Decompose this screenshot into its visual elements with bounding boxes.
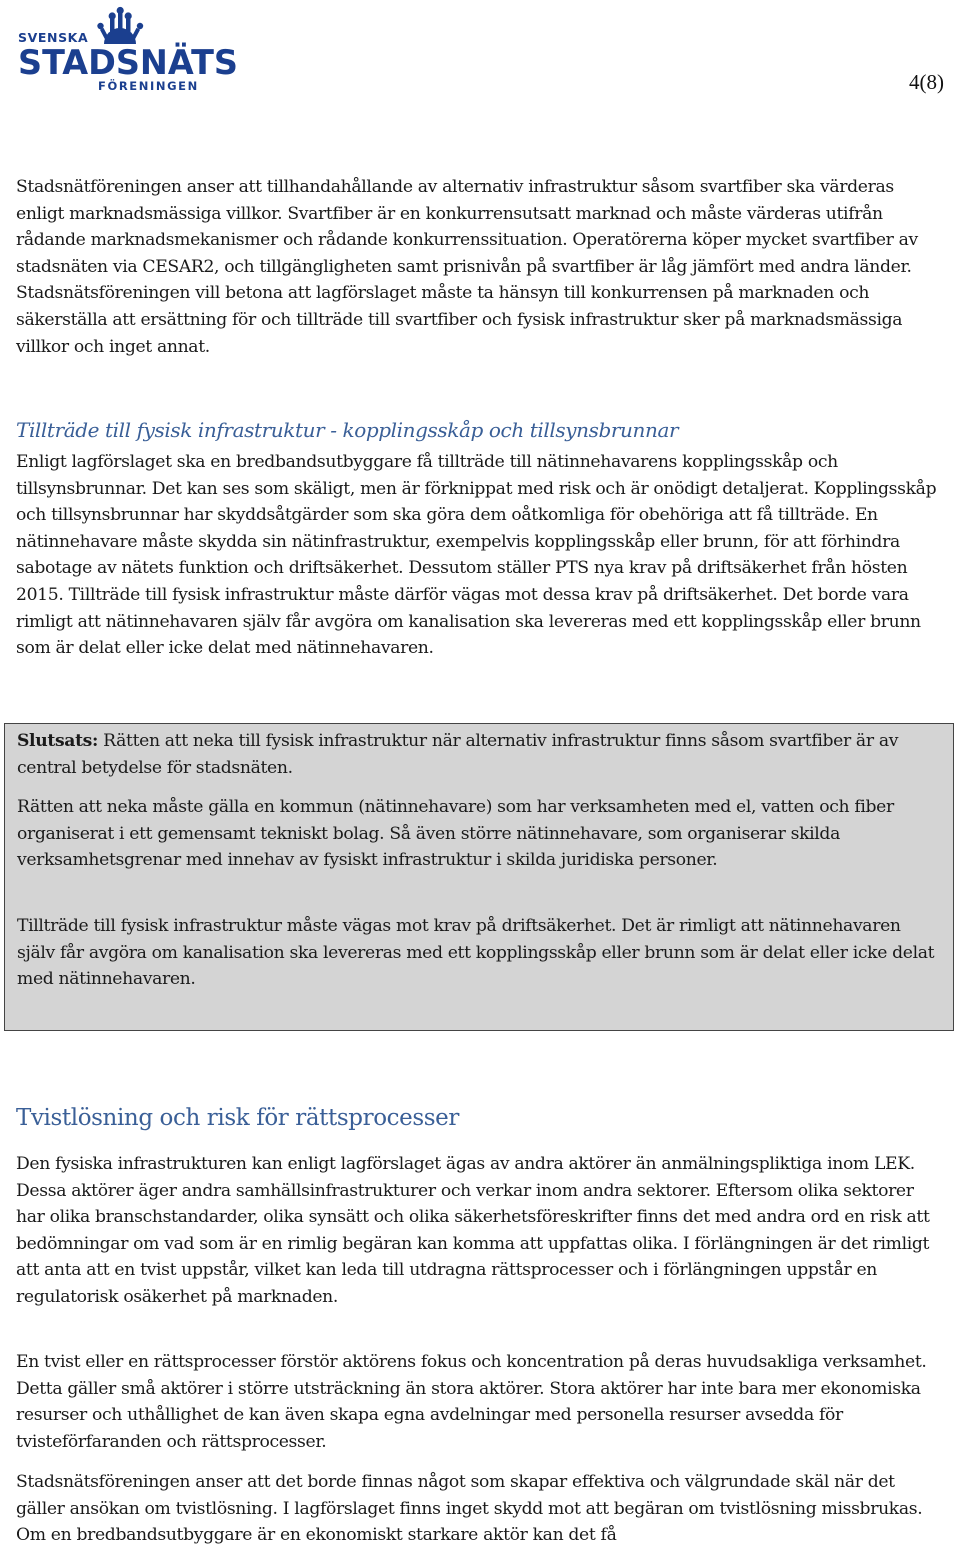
logo-text-main: STADSNÄTS xyxy=(18,43,240,83)
section-paragraph-1: Den fysiska infrastrukturen kan enligt lagförslaget ägas av andra aktörer än anmälningspliktiga inom LEK. Dessa aktörer äger andra samhällsinfrastrukturer och verkar inom andra sektorer. Eftersom olika sektorer har olika branschstandarder, olika synsätt och olika säkerhetsföreskrifter finns det med andra ord en risk att bedömningar om vad som är en rimlig begäran kan komma att uppfattas olika. I förlängningen är det rimligt att anta att en tvist uppstår, vilket kan leda till utdragna rättsprocesser och i förlängningen uppstår en regulatorisk osäkerhet på marknaden. xyxy=(16,1154,930,1307)
section-heading: Tvistlösning och risk för rättsprocesser xyxy=(16,1105,459,1131)
conclusion-box xyxy=(4,723,954,1031)
logo-text-bottom: FÖRENINGEN xyxy=(98,79,199,92)
conclusion-paragraph-2: Rätten att neka måste gälla en kommun (nätinnehavare) som har verksamheten med el, vatten och fiber organiserat i ett gemensamt tekniskt bolag. Så även större nätinnehavare, som organiserar skilda verksamhetsgrenar med innehav av fysiskt infrastruktur i skilda juridiska personer. xyxy=(17,797,894,871)
conclusion-text: Rätten att neka till fysisk infrastruktur när alternativ infrastruktur finns såsom svartfiber är av central betydelse för stadsnäten. xyxy=(17,731,899,778)
conclusion-paragraph-3: Tillträde till fysisk infrastruktur måste vägas mot krav på driftsäkerhet. Det är rimligt att nätinnehavaren själv får avgöra om kanalisation ska levereras med ett kopplingsskåp eller brunn som är delat eller icke delat med nätinnehavaren. xyxy=(17,916,935,990)
logo-graphic xyxy=(16,4,240,92)
logo-text-top: SVENSKA xyxy=(18,30,89,45)
organization-logo xyxy=(16,4,240,92)
intro-paragraph: Stadsnätföreningen anser att tillhandahållande av alternativ infrastruktur såsom svartfiber ska värderas enligt marknadsmässiga villkor. Svartfiber är en konkurrensutsatt marknad och måste värderas utifrån rådande marknadsmekanismer och rådande konkurrenssituation. Operatörerna köper mycket svartfiber av stadsnäten via CESAR2, och tillgängligheten samt prisnivån på svartfiber är låg jämfört med andra länder. Stadsnätsföreningen vill betona att lagförslaget måste ta hänsyn till konkurrensen på marknaden och säkerställa att ersättning för och tillträde till svartfiber och fysisk infrastruktur sker på marknadsmässiga villkor och inget annat. xyxy=(16,177,918,357)
section-paragraph-3: Stadsnätsföreningen anser att det borde finnas något som skapar effektiva och välgrundade skäl när det gäller ansökan om tvistlösning. I lagförslaget finns inget skydd mot att begäran om tvistlösning missbrukas. Om en bredbandsutbyggare är en ekonomiskt starkare aktör kan det få xyxy=(16,1472,923,1546)
subsection-paragraph: Enligt lagförslaget ska en bredbandsutbyggare få tillträde till nätinnehavarens kopplingsskåp och tillsynsbrunnar. Det kan ses som skäligt, men är förknippat med risk och är onödigt detaljerat. Kopplingsskåp och tillsynsbrunnar har skyddsåtgärder som ska göra dem oåtkomliga för obehöriga att få tillträde. En nätinnehavare måste skydda sin nätinfrastruktur, exempelvis kopplingsskåp eller brunn, för att förhindra sabotage av nätets funktion och driftsäkerhet. Dessutom ställer PTS nya krav på driftsäkerhet från hösten 2015. Tillträde till fysisk infrastruktur måste därför vägas mot dessa krav på driftsäkerhet. Det borde vara rimligt att nätinnehavaren själv får avgöra om kanalisation ska levereras med ett kopplingsskåp eller brunn som är delat eller icke delat med nätinnehavaren. xyxy=(16,452,937,659)
conclusion-paragraph-1 xyxy=(17,728,942,781)
section-paragraph-2: En tvist eller en rättsprocesser förstör aktörens fokus och koncentration på deras huvudsakliga verksamhet. Detta gäller små aktörer i större utsträckning än stora aktörer. Stora aktörer har inte bara mer ekonomiska resurser och uthållighet de kan även skapa egna avdelningar med personella resurser avsedda för tvisteförfaranden och rättsprocesser. xyxy=(16,1352,927,1452)
conclusion-label: Slutsats: xyxy=(17,731,99,751)
page-number: 4(8) xyxy=(909,70,944,94)
subsection-heading: Tillträde till fysisk infrastruktur - kopplingsskåp och tillsynsbrunnar xyxy=(16,418,679,442)
